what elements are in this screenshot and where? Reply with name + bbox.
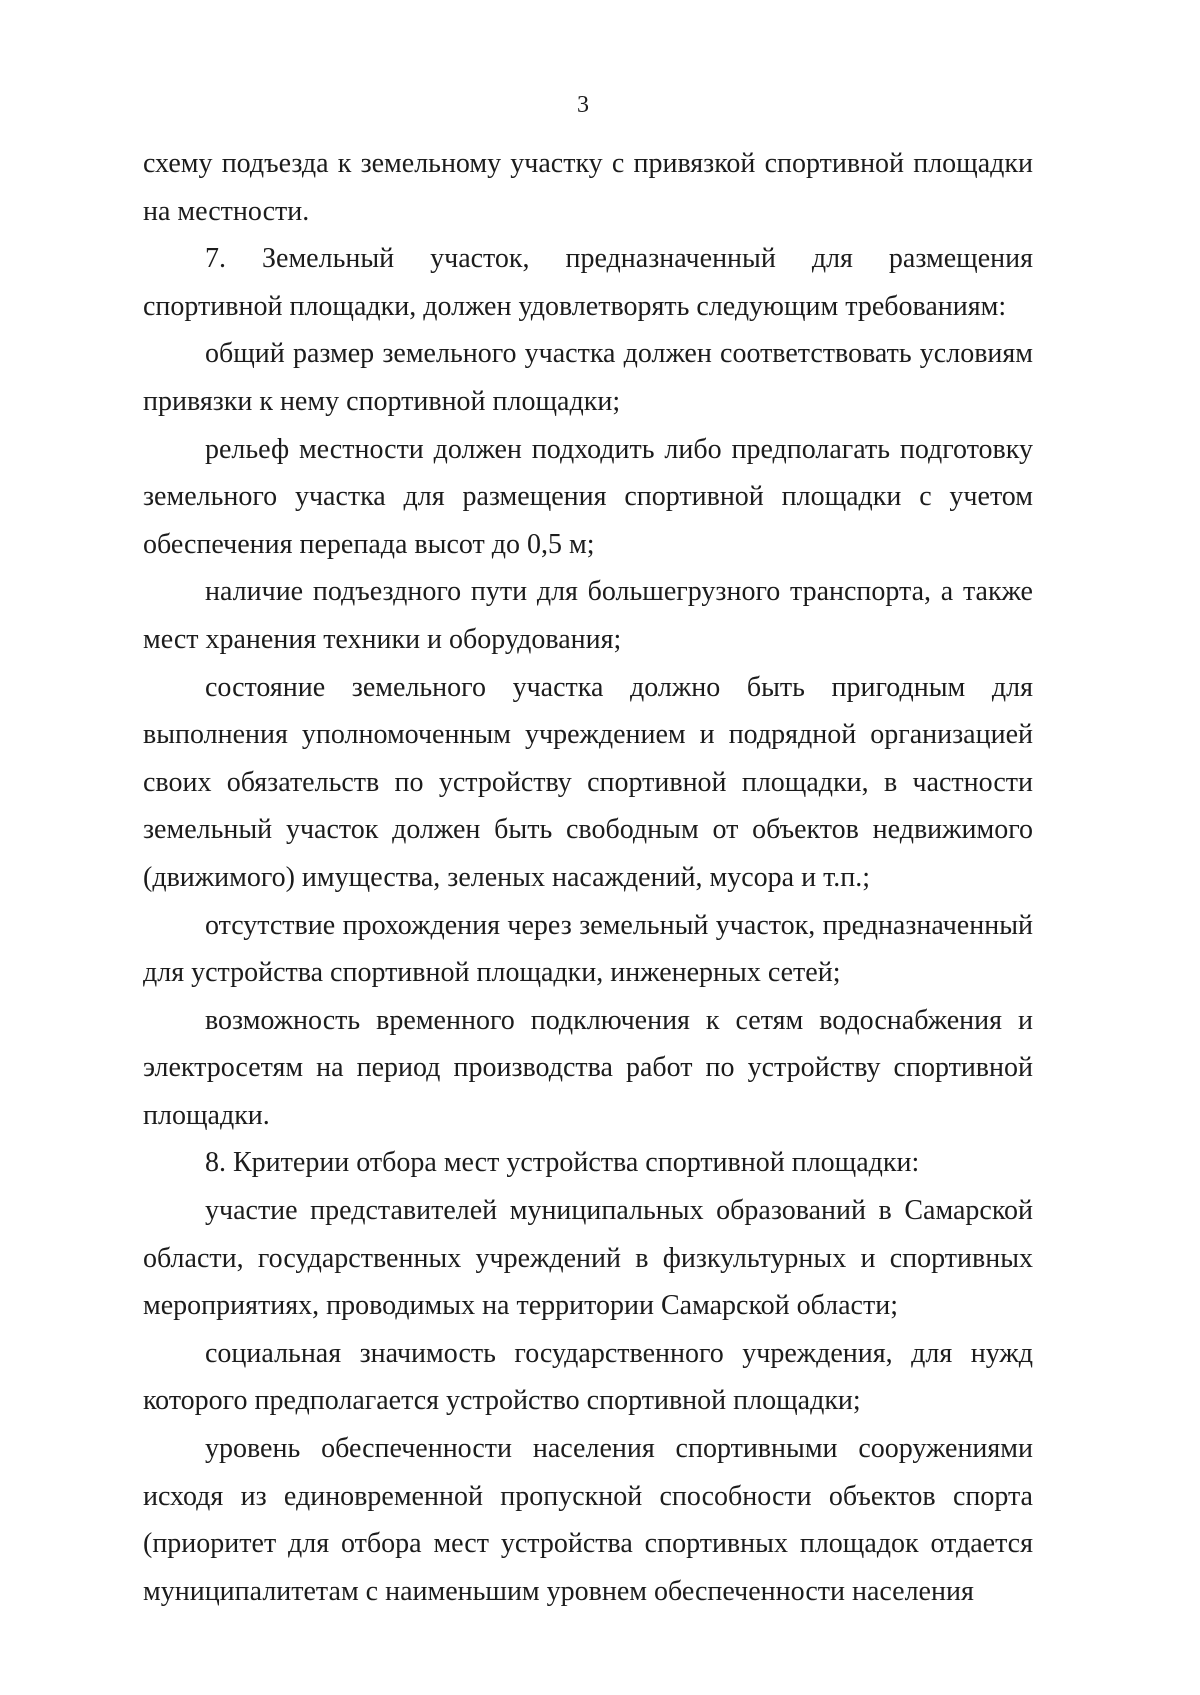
paragraph-item-8: 8. Критерии отбора мест устройства спортивной площадки: [205,1147,920,1179]
page-number: 3 [577,92,589,118]
document-body [143,140,1033,1615]
paragraph-temporary-connection: возможность временного подключения к сетям водоснабжения и электросетям на период производства работ по устройству спортивной площадки. [143,1004,1033,1131]
paragraph-access-road: наличие подъездного пути для большегрузного транспорта, а также мест хранения техники и оборудования; [143,576,1033,655]
paragraph-provision-level: уровень обеспеченности населения спортивными сооружениями исходя из единовременной пропускной способности объектов спорта (приоритет для отбора мест устройства спортивных площадок отдается муниципалитетам с наименьшим уровнем обеспеченности населения [143,1433,1033,1607]
paragraph-item-7: 7. Земельный участок, предназначенный для размещения спортивной площадки, должен удовлетворять следующим требованиям: [143,243,1033,322]
paragraph-social-significance: социальная значимость государственного учреждения, для нужд которого предполагается устройство спортивной площадки; [143,1337,1033,1417]
paragraph-land-size: общий размер земельного участка должен соответствовать условиям привязки к нему спортивной площадки; [143,338,1033,417]
paragraph-land-condition: состояние земельного участка должно быть пригодным для выполнения уполномоченным учреждением и подрядной организацией своих обязательств по устройству спортивной площадки, в частности земельный участок должен быть свободным от объектов недвижимого (движимого) имущества, зеленых насаждений, мусора и т.п.; [143,671,1033,893]
paragraph-utility-networks: отсутствие прохождения через земельный участок, предназначенный для устройства спортивной площадки, инженерных сетей; [143,909,1033,989]
paragraph-continuation: схему подъезда к земельному участку с привязкой спортивной площадки на местности. [143,148,1033,227]
paragraph-terrain: рельеф местности должен подходить либо предполагать подготовку земельного участка для размещения спортивной площадки с учетом обеспечения перепада высот до 0,5 м; [143,433,1033,560]
paragraph-participation: участие представителей муниципальных образований в Самарской области, государственных учреждений в физкультурных и спортивных мероприятиях, проводимых на территории Самарской области; [143,1195,1033,1322]
